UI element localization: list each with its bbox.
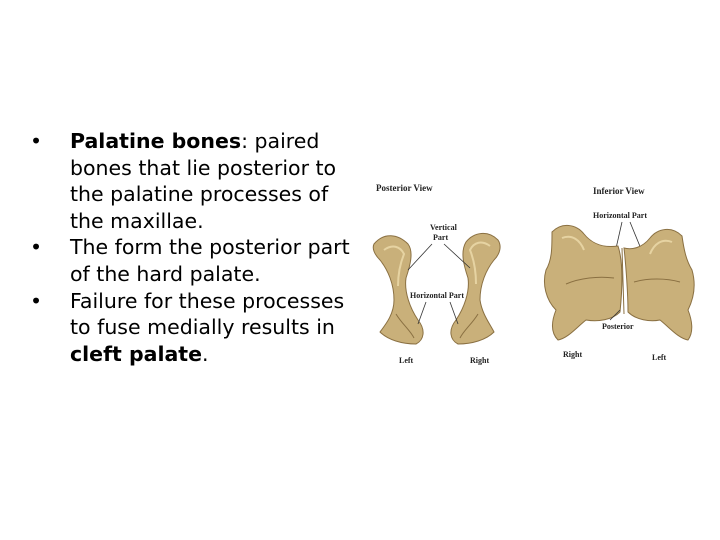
- posterior-view-title: Posterior View: [376, 183, 433, 193]
- bullet-text: : paired bones that lie posterior to the palatine processes of the maxillae.: [70, 129, 337, 233]
- posterior-left-label: Left: [399, 356, 414, 365]
- posterior-right-bone: [451, 233, 500, 344]
- horizontal-part-label-posterior: Horizontal Part: [410, 291, 464, 300]
- posterior-left-bone: [373, 236, 423, 344]
- vertical-part-label-2: Part: [433, 233, 449, 242]
- vertical-part-label-1: Vertical: [430, 223, 457, 232]
- palatine-bone-illustration: [366, 174, 696, 374]
- palatine-bone-figure: [366, 174, 696, 374]
- bullet-bold-tail: cleft palate: [70, 341, 203, 366]
- bullet-tail: .: [202, 341, 209, 366]
- inferior-right-label: Right: [563, 350, 583, 359]
- bullet-item: [30, 128, 350, 234]
- bullet-text: Failure for these processes to fuse medially results in: [70, 288, 345, 340]
- horizontal-part-pointer: [450, 302, 458, 324]
- bullet-bold: Palatine bones: [70, 129, 242, 153]
- inferior-left-bone: [624, 229, 694, 340]
- bullet-item: [30, 288, 350, 368]
- bullet-list: [30, 128, 350, 367]
- posterior-right-label: Right: [470, 356, 490, 365]
- bullet-text: The form the posterior part of the hard palate.: [70, 235, 350, 286]
- horizontal-part-pointer: [418, 302, 426, 324]
- inferior-view-title: Inferior View: [593, 186, 645, 196]
- inferior-left-label: Left: [652, 353, 667, 362]
- bullet-item: [30, 234, 350, 287]
- posterior-label: Posterior: [602, 322, 634, 331]
- horizontal-part-label-inferior: Horizontal Part: [593, 211, 647, 220]
- vertical-part-pointer: [408, 244, 432, 270]
